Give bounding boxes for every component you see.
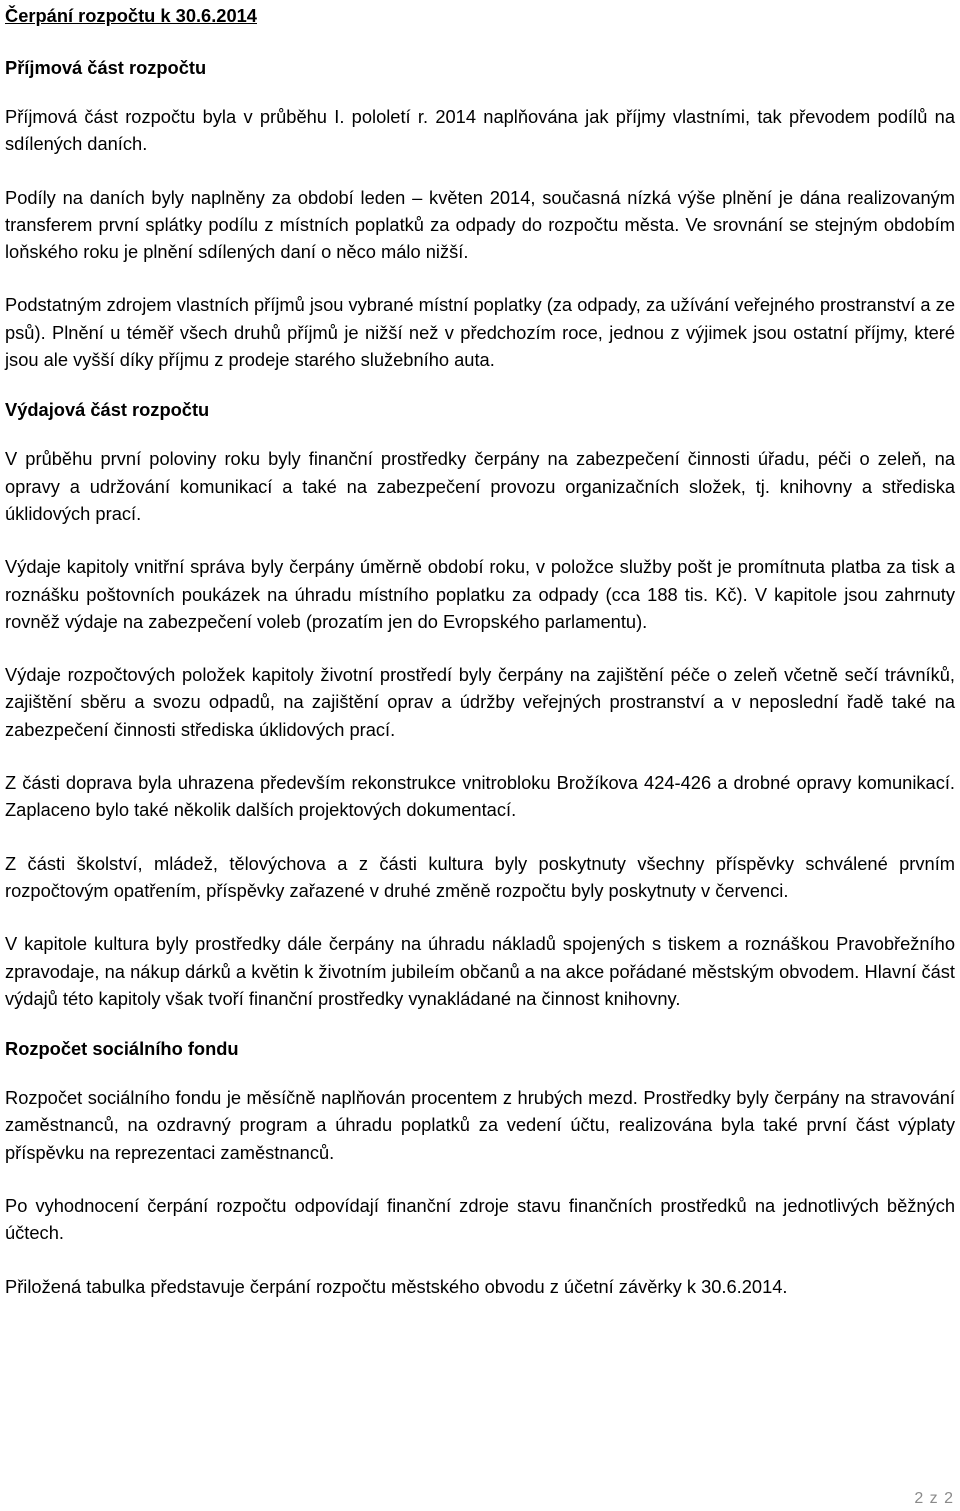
expense-paragraph-6: V kapitole kultura byly prostředky dále čerpány na úhradu nákladů spojených s tiskem a roznáškou Pravobřežního zpravodaje, na nákup dárků a květin k životním jubileím občanů a na akce pořádané městským obvodem. Hlavní část výdajů této kapitoly však tvoří finanční prostředky vynakládané na činnost knihovny. [5,933,955,1009]
income-paragraph-1: Příjmová část rozpočtu byla v průběhu I. pololetí r. 2014 naplňována jak příjmy vlastními, tak převodem podílů na sdílených daních. [5,106,955,155]
social-fund-paragraph-1: Rozpočet sociálního fondu je měsíčně naplňován procentem z hrubých mezd. Prostředky byly čerpány na stravování zaměstnanců, na ozdravný program a úhradu poplatků za vedení účtu, realizována byla také první část výplaty příspěvku na reprezentaci zaměstnanců. [5,1087,955,1163]
income-paragraph-2: Podíly na daních byly naplněny za období leden – květen 2014, současná nízká výše plnění je dána realizovaným transferem první splátky podílu z místních poplatků za odpady do rozpočtu města. Ve srovnání se stejným obdobím loňského roku je plnění sdílených daní o něco málo nižší. [5,186,955,263]
social-fund-paragraph-2: Po vyhodnocení čerpání rozpočtu odpovídají finanční zdroje stavu finančních prostředků na jednotlivých běžných účtech. [5,1195,955,1244]
expense-paragraph-3: Výdaje rozpočtových položek kapitoly životní prostředí byly čerpány na zajištění péče o zeleň včetně sečí trávníků, zajištění sběru a svozu odpadů, na zajištění oprav a údržby veřejných prostranství a v neposlední řadě také na zabezpečení činnosti střediska úklidových prací. [5,664,955,740]
social-fund-paragraph-3: Přiložená tabulka představuje čerpání rozpočtu městského obvodu z účetní závěrky k 30.6.2014. [5,1275,788,1297]
social-fund-heading: Rozpočet sociálního fondu [5,1038,239,1060]
income-heading: Příjmová část rozpočtu [5,57,207,78]
income-paragraph-3: Podstatným zdrojem vlastních příjmů jsou vybrané místní poplatky (za odpady, za užívání veřejného prostranství a ze psů). Plnění u téměř všech druhů příjmů je nižší než v předchozím roce, jednou z výjimek jsou ostatní příjmy, které jsou ale vyšší díky příjmu z prodeje starého služebního auta. [5,294,955,371]
expense-paragraph-5: Z části školství, mládež, tělovýchova a z části kultura byly poskytnuty všechny příspěvky schválené prvním rozpočtovým opatřením, příspěvky zařazené v druhé změně rozpočtu byly poskytnuty v červenci. [5,852,955,901]
expense-paragraph-2: Výdaje kapitoly vnitřní správa byly čerpány úměrně období roku, v položce služby pošt je promítnuta platba za tisk a roznášku poštovních poukázek na úhradu místního poplatku za odpady (cca 188 tis. Kč). V kapitole jsou zahrnuty rovněž výdaje na zabezpečení voleb (prozatím jen do Evropského parlamentu). [5,556,955,632]
expense-paragraph-1: V průběhu první poloviny roku byly finanční prostředky čerpány na zabezpečení činnosti úřadu, péči o zeleň, na opravy a udržování komunikací a také na zabezpečení provozu organizačních složek, tj. knihovny a střediska úklidových prací. [5,448,955,524]
expense-heading: Výdajová část rozpočtu [5,399,210,421]
document-page [5,0,955,1300]
page-number: 2 z 2 [914,1490,954,1507]
expense-paragraph-4: Z části doprava byla uhrazena především rekonstrukce vnitrobloku Brožíkova 424-426 a drobné opravy komunikací. Zaplaceno bylo také několik dalších projektových dokumentací. [5,772,955,821]
document-title: Čerpání rozpočtu k 30.6.2014 [5,5,257,26]
